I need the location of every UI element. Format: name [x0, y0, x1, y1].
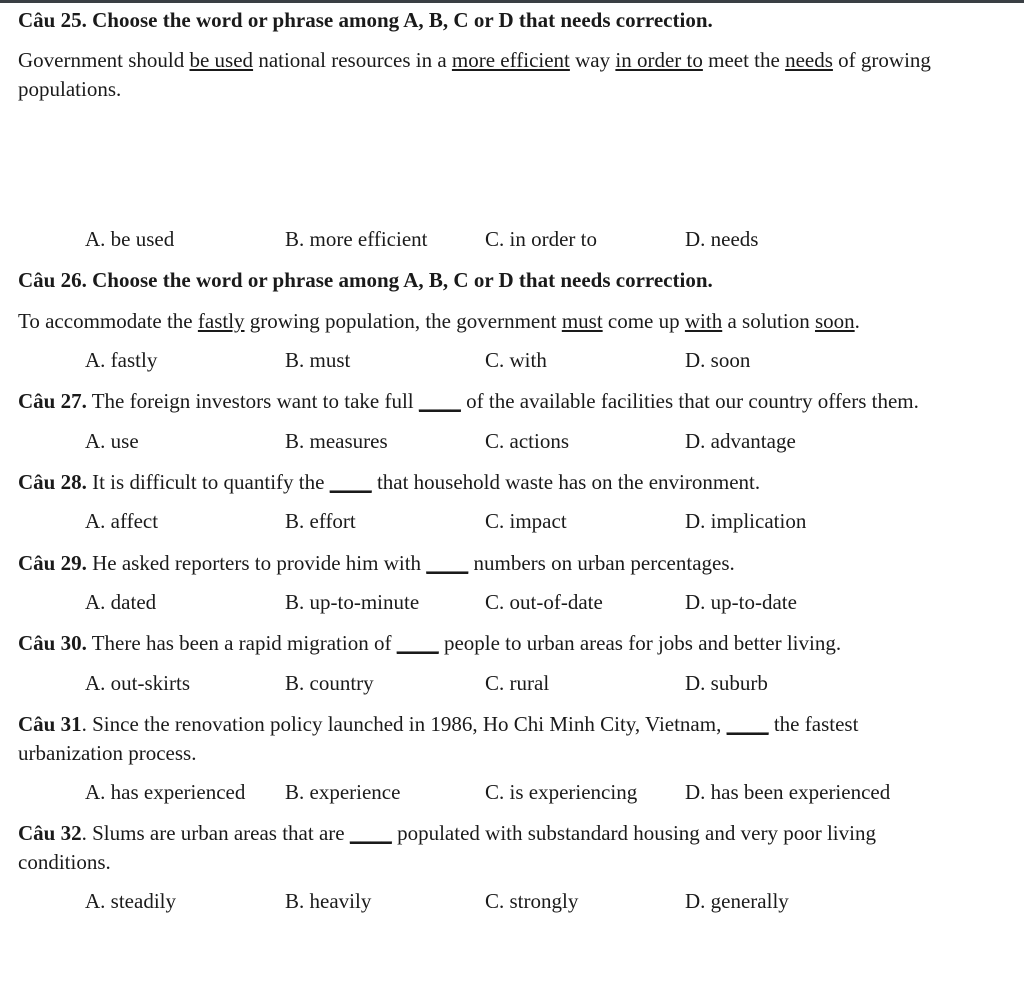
answer-blank: ____ — [418, 389, 461, 414]
question-label: Câu 30. — [18, 631, 87, 656]
sentence-text: a solution — [722, 308, 815, 333]
option-a: A. steadily — [85, 888, 176, 913]
answer-blank: ____ — [329, 470, 372, 495]
question-label: Câu 31 — [18, 712, 82, 737]
question-31 — [18, 710, 1008, 806]
question-text: There has been a rapid migration of — [86, 631, 397, 656]
question-25-sentence — [18, 46, 1008, 103]
question-text: It is difficult to quantify the — [86, 470, 330, 495]
option-d: D. soon — [685, 348, 751, 373]
option-c: C. is experiencing — [485, 779, 638, 804]
option-b: B. must — [285, 348, 351, 373]
answer-blank: ____ — [349, 821, 392, 846]
question-text: the fastest urbanization process. — [18, 712, 859, 765]
option-d: D. advantage — [685, 428, 796, 453]
question-label: Câu 25. — [18, 8, 87, 32]
question-26-options — [85, 346, 1008, 374]
question-label: Câu 26. — [18, 268, 87, 293]
option-b: B. up-to-minute — [285, 590, 420, 615]
option-d: D. needs — [685, 227, 759, 252]
option-d: D. implication — [685, 509, 807, 534]
option-b: B. country — [285, 670, 374, 695]
question-label: Câu 28. — [18, 470, 87, 495]
option-b: B. experience — [285, 779, 401, 804]
question-26-sentence — [18, 307, 1008, 335]
question-26-heading — [18, 266, 1008, 294]
underlined-part-c: in order to — [615, 48, 703, 73]
question-27 — [18, 387, 1008, 455]
option-d: D. generally — [685, 888, 789, 913]
question-27-options — [85, 427, 1008, 455]
sentence-text: come up — [602, 308, 685, 333]
question-text: that household waste has on the environment. — [371, 470, 761, 495]
option-b: B. measures — [285, 428, 388, 453]
top-border — [0, 0, 1024, 3]
question-label: Câu 27. — [18, 389, 87, 414]
question-30 — [18, 629, 1008, 697]
option-c: C. strongly — [485, 888, 579, 913]
option-d: D. has been experienced — [685, 779, 891, 804]
question-text: . Slums are urban areas that are — [81, 821, 350, 846]
option-c: C. actions — [485, 428, 569, 453]
option-a: A. affect — [85, 509, 159, 534]
worksheet — [18, 6, 1008, 915]
sentence-text: national resources in a — [253, 48, 452, 73]
question-25 — [18, 6, 1008, 253]
question-25-options — [85, 225, 1008, 253]
question-31-options — [85, 778, 1008, 806]
question-text: . Since the renovation policy launched in 1986, Ho Chi Minh City, Vietnam, — [81, 712, 727, 737]
sentence-text: . — [854, 308, 860, 333]
question-32 — [18, 819, 1008, 915]
question-30-text — [18, 629, 1008, 657]
sentence-text: Government should — [18, 48, 190, 73]
sentence-text: growing population, the government — [244, 308, 562, 333]
question-label: Câu 32 — [18, 821, 82, 846]
question-label: Câu 29. — [18, 550, 87, 575]
underlined-part-d: soon — [814, 308, 855, 333]
question-text: The foreign investors want to take full — [86, 389, 419, 414]
question-25-heading — [18, 6, 1008, 34]
question-29 — [18, 549, 1008, 617]
option-d: D. suburb — [685, 670, 768, 695]
question-28-options — [85, 507, 1008, 535]
question-32-options — [85, 887, 1008, 915]
question-32-text — [18, 819, 938, 876]
question-text: numbers on urban percentages. — [468, 550, 735, 575]
question-30-options — [85, 669, 1008, 697]
underlined-part-a: fastly — [197, 308, 245, 333]
answer-blank: ____ — [726, 712, 769, 737]
question-text: of the available facilities that our country offers them. — [460, 389, 919, 414]
option-b: B. heavily — [285, 888, 372, 913]
underlined-part-b: must — [561, 308, 603, 333]
option-c: C. in order to — [485, 227, 597, 252]
option-a: A. out-skirts — [85, 670, 190, 695]
underlined-part-c: with — [684, 308, 723, 333]
option-c: C. rural — [485, 670, 550, 695]
question-text: people to urban areas for jobs and better living. — [438, 631, 842, 656]
question-29-text — [18, 549, 1008, 577]
option-b: B. effort — [285, 509, 356, 534]
question-text: He asked reporters to provide him with — [86, 550, 427, 575]
option-c: C. with — [485, 348, 547, 373]
option-a: A. dated — [85, 590, 157, 615]
question-text: populated with substandard housing and very poor living conditions. — [18, 821, 876, 874]
sentence-text: meet the — [702, 48, 786, 73]
sentence-text: way — [569, 48, 616, 73]
answer-blank: ____ — [396, 631, 439, 656]
question-prompt: Choose the word or phrase among A, B, C or D that needs correction. — [92, 268, 713, 293]
sentence-text: of growing populations. — [18, 48, 931, 101]
sentence-text: To accommodate the — [18, 308, 198, 333]
option-d: D. up-to-date — [685, 590, 797, 615]
question-27-text — [18, 387, 1008, 415]
option-a: A. has experienced — [85, 779, 246, 804]
question-29-options — [85, 588, 1008, 616]
answer-blank: ____ — [426, 550, 469, 575]
option-c: C. out-of-date — [485, 590, 603, 615]
question-28-text — [18, 468, 1008, 496]
option-a: A. be used — [85, 227, 175, 252]
option-a: A. fastly — [85, 348, 158, 373]
option-c: C. impact — [485, 509, 567, 534]
option-b: B. more efficient — [285, 227, 428, 252]
underlined-part-a: be used — [189, 48, 254, 73]
question-31-text — [18, 710, 918, 767]
question-prompt: Choose the word or phrase among A, B, C or D that needs correction. — [92, 8, 713, 32]
underlined-part-b: more efficient — [451, 48, 570, 73]
question-28 — [18, 468, 1008, 536]
option-a: A. use — [85, 428, 139, 453]
underlined-part-d: needs — [785, 48, 833, 73]
question-26 — [18, 266, 1008, 374]
